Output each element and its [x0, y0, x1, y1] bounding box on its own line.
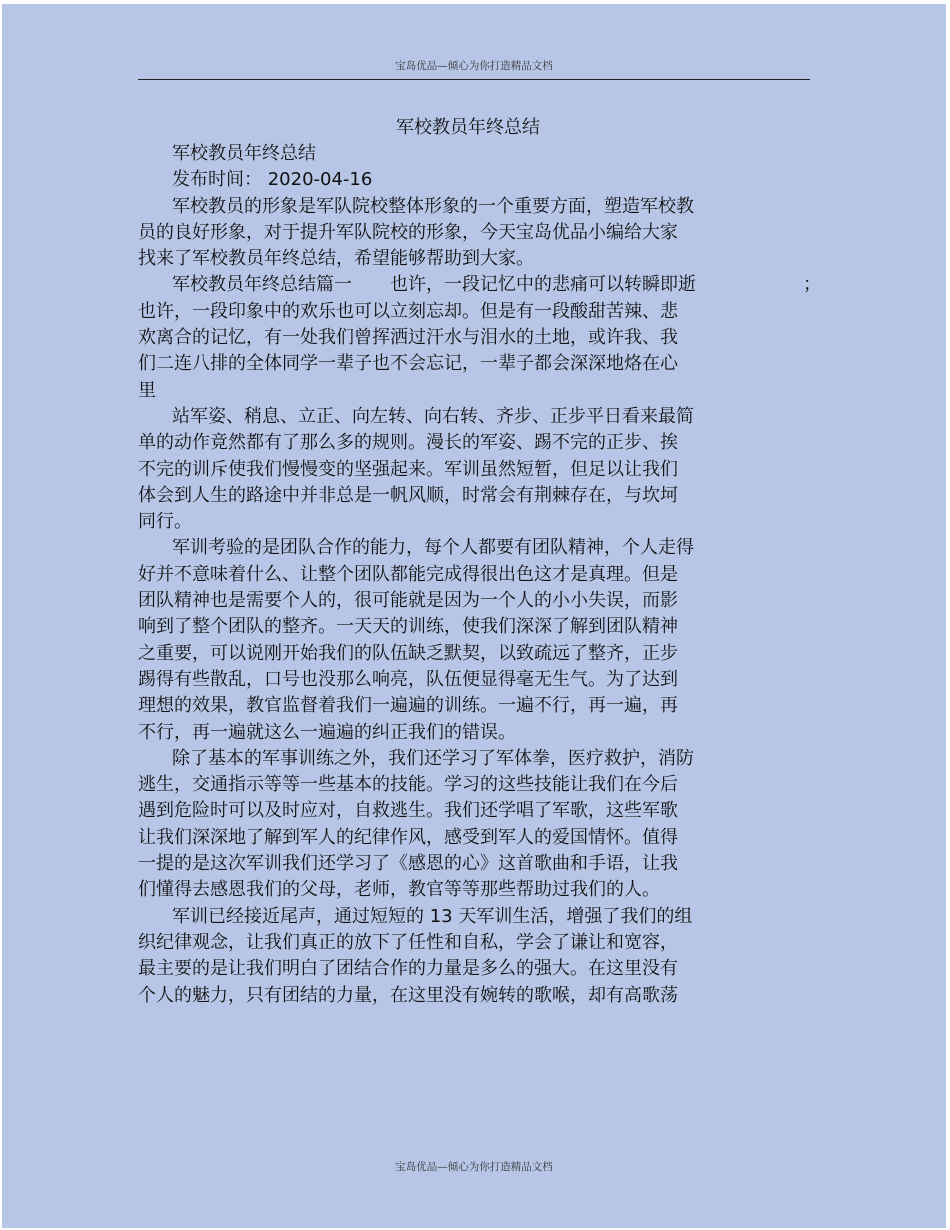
body-line: 军训已经接近尾声，通过短短的 13 天军训生活，增强了我们的组	[172, 905, 693, 927]
body-line: 军校教员的形象是军队院校整体形象的一个重要方面，塑造军校教	[172, 195, 694, 217]
document-subtitle: 军校教员年终总结	[172, 143, 316, 164]
body-line: 同行。	[138, 511, 192, 533]
body-line: 好并不意味着什么、让整个团队都能完成得很出色这才是真理。但是	[138, 563, 678, 585]
body-line: 一提的是这次军训我们还学习了《感恩的心》这首歌曲和手语，让我	[138, 853, 678, 875]
body-line: 个人的魅力，只有团结的力量，在这里没有婉转的歌喉，却有高歌荡	[138, 984, 678, 1006]
body-line: 响到了整个团队的整齐。一天天的训练，使我们深深了解到团队精神	[138, 616, 678, 638]
body-line: 踢得有些散乱，口号也没那么响亮，队伍便显得毫无生气。为了达到	[138, 668, 678, 690]
semicolon: ；	[803, 274, 821, 296]
body-line: 体会到人生的路途中并非总是一帆风顺，时常会有荆棘存在，与坎坷	[138, 484, 678, 506]
body-line: 也许，一段记忆中的悲痛可以转瞬即逝	[390, 274, 696, 296]
body-line: 们懂得去感恩我们的父母，老师，教官等等那些帮助过我们的人。	[138, 879, 660, 901]
body-line: 理想的效果，教官监督着我们一遍遍的训练。一遍不行，再一遍，再	[138, 695, 678, 717]
body-line: 找来了军校教员年终总结，希望能够帮助到大家。	[138, 248, 534, 270]
document-body	[138, 115, 821, 1009]
body-line: 最主要的是让我们明白了团结合作的力量是多么的强大。在这里没有	[138, 958, 678, 980]
body-line: 军训考验的是团队合作的能力，每个人都要有团队精神，个人走得	[172, 537, 694, 559]
publish-date: 发布时间： 2020-04-16	[172, 169, 373, 191]
body-line: 团队精神也是需要个人的，很可能就是因为一个人的小小失误，而影	[138, 590, 678, 612]
page-footer: 宝岛优品—倾心为你打造精品文档	[395, 1161, 553, 1173]
body-line: 里	[138, 379, 156, 401]
body-line: 单的动作竟然都有了那么多的规则。漫长的军姿、踢不完的正步、挨	[138, 432, 678, 454]
document-title: 军校教员年终总结	[396, 117, 540, 138]
body-line: 让我们深深地了解到军人的纪律作风，感受到军人的爱国情怀。值得	[138, 826, 678, 848]
body-line: 遇到危险时可以及时应对，自救逃生。我们还学唱了军歌，这些军歌	[138, 800, 678, 822]
body-line: 逃生，交通指示等等一些基本的技能。学习的这些技能让我们在今后	[138, 774, 678, 796]
body-line: 员的良好形象，对于提升军队院校的形象，今天宝岛优品小编给大家	[138, 221, 678, 243]
section-heading-line	[138, 272, 821, 298]
section-heading: 军校教员年终总结篇一	[172, 274, 352, 296]
body-line: 不完的训斥使我们慢慢变的坚强起来。军训虽然短暂，但足以让我们	[138, 458, 678, 480]
body-line: 除了基本的军事训练之外，我们还学习了军体拳，医疗救护，消防	[172, 747, 694, 769]
body-line: 之重要，可以说刚开始我们的队伍缺乏默契，以致疏远了整齐，正步	[138, 642, 678, 664]
body-line: 欢离合的记忆，有一处我们曾挥洒过汗水与泪水的土地，或许我、我	[138, 327, 678, 349]
body-line: 站军姿、稍息、立正、向左转、向右转、齐步、正步平日看来最简	[172, 405, 694, 427]
body-line: 织纪律观念，让我们真正的放下了任性和自私，学会了谦让和宽容，	[138, 931, 678, 953]
body-line: 不行，再一遍就这么一遍遍的纠正我们的错误。	[138, 721, 516, 743]
body-line: 们二连八排的全体同学一辈子也不会忘记，一辈子都会深深地烙在心	[138, 353, 678, 375]
page-header: 宝岛优品—倾心为你打造精品文档	[138, 59, 810, 80]
body-line: 也许，一段印象中的欢乐也可以立刻忘却。但是有一段酸甜苦辣、悲	[138, 300, 678, 322]
